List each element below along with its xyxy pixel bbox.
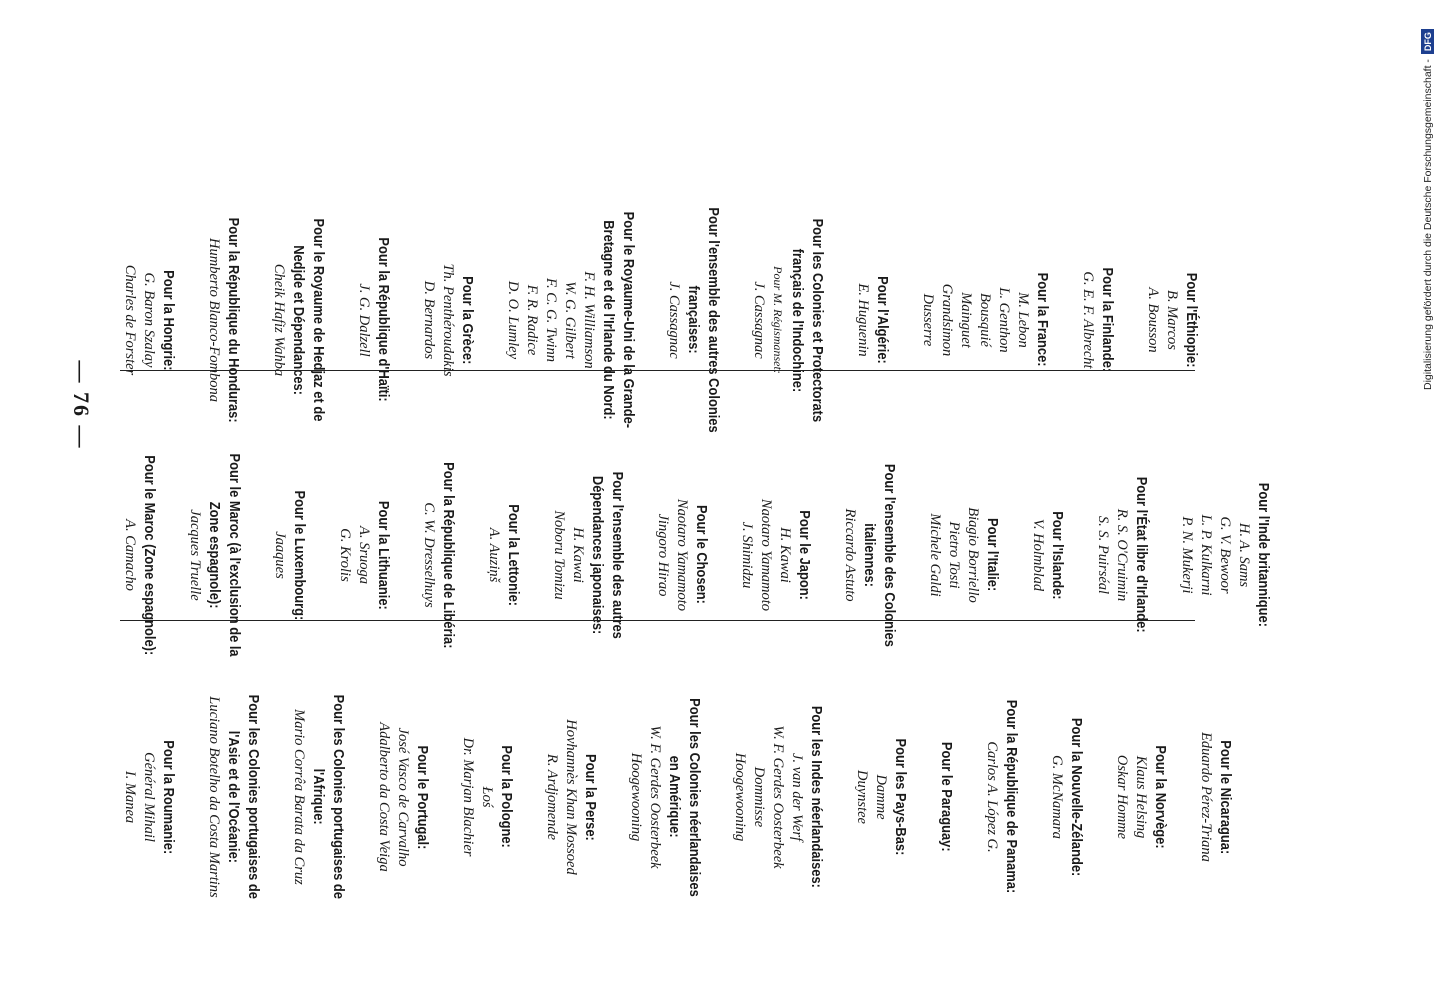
country-heading: Pour la Finlande: (1099, 267, 1116, 373)
signatory-name: Klaus Helsing (1133, 755, 1149, 839)
signatory-name: Riccardo Astuto (842, 508, 858, 602)
signatory-name: Th. Penthéroudakis (440, 263, 456, 377)
signatory-name: Grandsimon (939, 283, 955, 357)
signatory-name: Jingoro Hirao (655, 513, 671, 597)
signatory-name: Pietro Tosti (946, 521, 962, 589)
signatory-group (270, 480, 309, 631)
column-rule (120, 620, 1195, 621)
signatory-group (982, 684, 1021, 909)
signatory-name: J. G. Dalzell (356, 283, 372, 357)
country-heading: Pour les Colonies néerlandaises (686, 697, 703, 897)
country-heading: Pour la Hongrie: (160, 269, 177, 371)
country-heading: Pour la Lithuanie: (375, 500, 392, 610)
signatory-name: C. W. Dresselhuys (421, 502, 437, 608)
signatory-name: Łoś (479, 786, 495, 808)
signatory-name: Carlos A. López G. (984, 741, 1000, 853)
country-heading: Pour l'ensemble des Colonies (881, 463, 898, 647)
signatory-name: Naotaro Yamamoto (758, 498, 774, 612)
country-heading: Pour la Roumanie: (160, 740, 177, 854)
signatory-name: J. Cassagnac (666, 281, 682, 359)
signatory-group (737, 499, 814, 611)
signatory-group (1196, 731, 1235, 864)
signatory-name: F. H. Williamson (581, 271, 597, 369)
country-heading: Zone espagnole): (206, 501, 223, 609)
country-heading: Dépendances japonaises: (589, 475, 606, 635)
signatory-name: F. C. G. Twinn (543, 277, 559, 363)
signatory-group (542, 719, 600, 874)
signatory-name: S. S. Puirséal (1095, 515, 1111, 595)
country-heading: Pour la République de Libéria: (440, 461, 457, 649)
country-heading: Pour la Grèce: (459, 275, 476, 365)
signatory-name: A. Bousson (1145, 287, 1161, 353)
signatory-group (120, 731, 178, 864)
signatory-name: J. Shimidzu (739, 521, 755, 589)
signatory-name: Mario Corrêa Barata da Cruz (291, 709, 307, 885)
signatory-name: Michele Galdi (927, 513, 943, 597)
signatory-group (354, 224, 393, 415)
signatory-name: G. V. Bewoor (1217, 516, 1233, 594)
signatory-name: Humberto Blanco-Fombona (206, 238, 222, 402)
signatory-name: W. F. Gerdes Oosterbeek (770, 725, 786, 869)
country-heading: Pour l'Italie: (984, 518, 1001, 592)
signatory-name: D. O. Lumley (505, 280, 521, 360)
signatory-group (852, 729, 910, 865)
country-heading: Pour l'Éthiopie: (1183, 272, 1200, 368)
signatory-name: Oskar Homme (1114, 754, 1130, 840)
country-heading: Pour le Paraguay: (938, 742, 955, 852)
country-heading: Bretagne et de l'Irlande du Nord: (600, 220, 617, 420)
signatory-name: R. Ardjomende (544, 753, 560, 841)
signatory-group (1047, 705, 1086, 889)
signatory-name: Hoogewooning (628, 752, 644, 842)
signatory-group (419, 447, 458, 664)
signatory-name: B. Marcos (1164, 290, 1180, 350)
country-heading: Pour la République de Panama: (1003, 700, 1020, 894)
signatory-group (653, 497, 711, 612)
signatory-group (484, 496, 523, 614)
signatory-group (374, 722, 432, 871)
country-heading: Pour la République d'Haïti: (375, 237, 392, 403)
signatory-name: J. Cassagnac (751, 281, 767, 359)
signatory-group (549, 458, 627, 652)
signatory-group (1078, 259, 1117, 381)
signatory-name: H. Kawai (777, 527, 793, 583)
country-heading: Pour le Japon: (796, 510, 813, 600)
signatory-group (458, 737, 516, 856)
signatory-group (1143, 265, 1201, 375)
country-heading: en Amérique: (666, 756, 683, 838)
country-heading: Pour le Maroc (à l'exclusion de la (226, 453, 243, 657)
country-heading: Pour l'Algérie: (874, 276, 891, 364)
country-heading: Pour les Pays-Bas: (892, 738, 909, 856)
signatory-name: G. E. F. Albrecht (1080, 271, 1096, 369)
signatory-name: G. Baron Szalay (141, 272, 157, 368)
signatory-name: L. Genthon (996, 287, 1012, 353)
country-heading: françaises: (685, 285, 702, 355)
signatory-name: A. Camacho (122, 519, 138, 591)
signatory-name: Eduardo Pérez-Triana (1198, 732, 1214, 862)
signatory-group (289, 678, 348, 916)
signatory-name: L. P. Kulkarni (1198, 514, 1214, 596)
signatory-name: M. Lebon (1015, 292, 1031, 348)
signatory-name: Dommisse (751, 766, 767, 828)
country-heading: l'Afrique: (310, 768, 327, 826)
country-heading: Pour le Luxembourg: (291, 490, 308, 620)
country-heading: Pour les Colonies et Protectorats (809, 218, 826, 422)
signatory-group (626, 682, 704, 913)
country-heading: Pour la Lettonie: (505, 504, 522, 606)
country-heading: Pour la Nouvelle-Zélande: (1068, 717, 1085, 877)
signatory-name: Bousquié (977, 293, 993, 347)
signatory-name: I. Manea (122, 770, 138, 824)
country-heading: Pour le Royaume-Uni de la Grande- (620, 211, 637, 429)
country-heading: Pour la Perse: (582, 753, 599, 841)
signatory-name: Noboru Tomizu (551, 510, 567, 600)
signatory-name: P. N. Mukerji (1179, 516, 1195, 594)
country-heading: Pour la République du Honduras: (225, 217, 242, 423)
country-heading: Pour le Maroc (Zone espagnole): (141, 455, 158, 655)
signatory-name: Cheik Hafiz Wahba (271, 263, 287, 377)
signatory-name: Mainguet (958, 292, 974, 348)
digitization-credit (1416, 10, 1434, 390)
signatory-name: Hoogewooning (732, 752, 748, 842)
country-heading: italiennes: (861, 523, 878, 587)
signatory-group (853, 269, 892, 371)
signatory-group (918, 265, 1052, 374)
country-heading: Pour les Indes néerlandaises: (808, 705, 825, 889)
signatory-name: Luciano Botelho da Costa Martins (206, 696, 222, 898)
country-heading: Pour le Nicaragua: (1217, 739, 1234, 854)
dfg-logo: DFG (1421, 29, 1434, 54)
signatory-name: Adalberto da Costa Veiga (376, 722, 392, 872)
signatory-group (925, 507, 1002, 602)
signatory-name: E. Huguenin (855, 283, 871, 357)
signatory-name: Duynstee (854, 770, 870, 824)
signatory-name: Dr. Marjan Blachier (460, 737, 476, 857)
signatory-name: D. Bernardos (421, 280, 437, 360)
signatory-group (419, 263, 477, 376)
signatory-name: G. McNamara (1049, 755, 1065, 839)
signatory-name: Dusserre (920, 293, 936, 347)
signatory-name: H. Kawai (570, 527, 586, 583)
signatory-name: W. G. Gilbert (562, 281, 578, 359)
signatory-group (1112, 737, 1170, 857)
country-heading: Pour la Norvège: (1152, 745, 1169, 849)
signatory-name: Charles de Forster (122, 264, 138, 376)
signatory-group (936, 733, 956, 861)
country-heading: Pour l'ensemble des autres Colonies (705, 207, 722, 433)
signatory-name: Général Mihail (141, 752, 157, 842)
column-rule (120, 370, 1195, 371)
signatory-group (840, 449, 899, 662)
signatory-name: José Vasco de Carvalho (395, 727, 411, 867)
page-number: — 76 — (69, 360, 94, 450)
signatory-name: J. van der Werf (789, 752, 805, 842)
country-heading: l'Asie et de l'Océanie: (225, 730, 242, 864)
credit-text: Digitalisierung gefördert durch die Deutsche Forschungsgemeinschaft - (1422, 59, 1434, 390)
signatory-name: V. Holmblad (1030, 518, 1046, 592)
signatory-group (335, 492, 393, 619)
signatory-name: H. A. Sams (1236, 522, 1252, 588)
signatory-group (1028, 504, 1067, 607)
country-heading: Pour l'Inde britannique: (1255, 482, 1272, 628)
country-heading: Pour le Chosen: (693, 505, 710, 605)
signatory-column-right (120, 632, 1235, 962)
proxy-note: Pour M. Régismanset: (771, 266, 785, 374)
signatory-group (730, 691, 826, 903)
country-heading: Pour la France: (1034, 273, 1051, 367)
signatory-name: A. Auziņš (486, 527, 502, 583)
signatory-name: Biagio Borriello (965, 507, 981, 603)
signatory-name: F. R. Radice (524, 284, 540, 356)
signatory-name: A. Sruoga (356, 526, 372, 584)
signatory-name: W. F. Gerdes Oosterbeek (647, 725, 663, 869)
signatory-name: Hovhannès Khan Mossoed (563, 719, 579, 875)
signatory-name: Damme (873, 774, 889, 820)
country-heading: Pour la Pologne: (498, 745, 515, 849)
signatory-name: Jaaques (272, 531, 288, 579)
signatory-group (120, 262, 178, 379)
country-heading: français de l'Indochine: (789, 248, 806, 392)
country-heading: Nedjde et Dépendances: (290, 245, 307, 395)
signatory-name: Jacques Truelle (187, 509, 203, 601)
country-heading: Pour l'État libre d'Irlande: (1133, 477, 1150, 633)
signatory-group (1093, 464, 1151, 645)
country-heading: Pour l'Islande: (1049, 510, 1066, 600)
country-heading: Pour le Portugal: (414, 745, 431, 849)
signatory-name: R. S. O'Cruimin (1114, 508, 1130, 602)
country-heading: Pour les Colonies portugaises de (245, 694, 262, 900)
country-heading: Pour l'ensemble des autres (609, 471, 626, 639)
signatory-name: G. Krolis (337, 528, 353, 582)
country-heading: Pour le Royaume de Hedjaz et de (310, 218, 327, 422)
signatory-name: Naotaro Yamamoto (674, 498, 690, 612)
country-heading: Pour les Colonies portugaises de (330, 694, 347, 900)
signatory-group (204, 678, 263, 916)
signatory-group (1177, 471, 1273, 639)
